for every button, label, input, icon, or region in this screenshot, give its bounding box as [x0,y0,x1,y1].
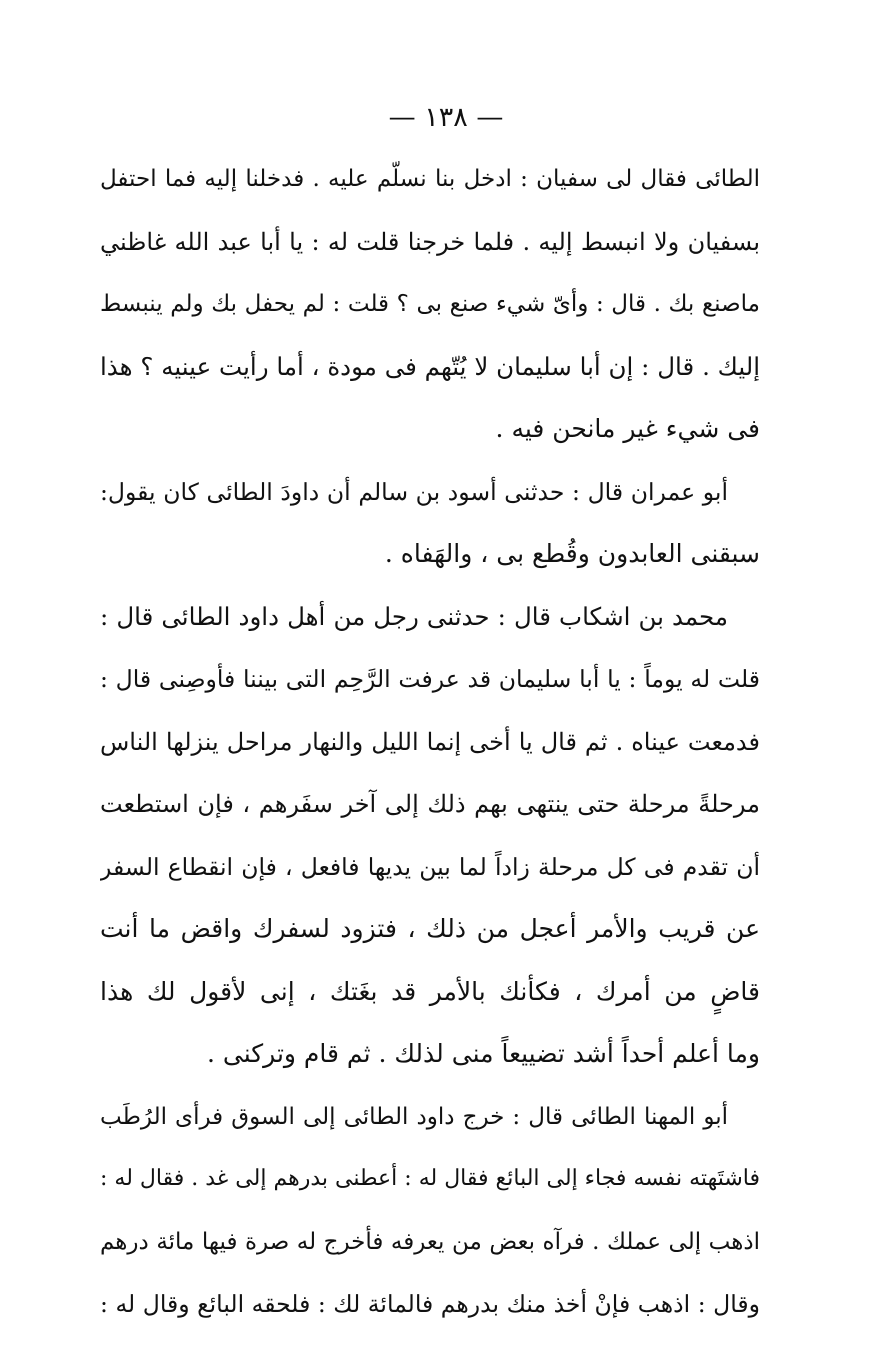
body-text [100,148,760,1336]
text-line: مرحلةً مرحلة حتى ينتهى بهم ذلك إلى آخر سفَرهم ، فإن استطعت [100,790,760,818]
text-line: محمد بن اشكاب قال : حدثنى رجل من أهل داود الطائى قال : [100,601,728,631]
text-line: سبقنى العابدون وقُطع بى ، والهَفاه . [384,539,760,568]
text-line: فى شيء غير مانحن فيه . [495,414,760,443]
page-number: — ١٣٨ — [388,102,504,133]
text-line: وما أعلم أحداً أشد تضييعاً منى لذلك . ثم قام وتركنى . [206,1039,760,1068]
text-line: اذهب إلى عملك . فرآه بعض من يعرفه فأخرج له صرة فيها مائة درهم [100,1228,760,1255]
text-line: قلت له يوماً : يا أبا سليمان قد عرفت الرَّحِم التى بيننا فأوصِنى قال : [100,665,760,693]
text-line: الطائى فقال لى سفيان : ادخل بنا نسلّم عليه . فدخلنا إليه فما احتفل [100,166,760,192]
text-line: إليك . قال : إن أبا سليمان لا يُتّهم فى مودة ، أما رأيت عينيه ؟ هذا [100,351,760,381]
text-line: قاضٍ من أمرك ، فكأنك بالأمر قد بغَتك ، إنى لأقول لك هذا [100,976,760,1006]
text-line: ماصنع بك . قال : وأىّ شيء صنع بى ؟ قلت : لم يحفل بك ولم ينبسط [100,291,760,317]
text-line: أبو عمران قال : حدثنى أسود بن سالم أن داودَ الطائى كان يقول: [100,477,728,506]
text-line: عن قريب والأمر أعجل من ذلك ، فتزود لسفرك واقض ما أنت [100,914,760,943]
text-line: بسفيان ولا انبسط إليه . فلما خرجنا قلت له : يا أبا عبد الله غاظني [100,227,760,256]
text-line: أبو المهنا الطائى قال : خرج داود الطائى إلى السوق فرأى الرُطَب [100,1103,728,1130]
text-line: فاشتَهته نفسه فجاء إلى البائع فقال له : أعطنى بدرهم إلى غد . فقال له : [100,1166,760,1191]
text-line: فدمعت عيناه . ثم قال يا أخى إنما الليل والنهار مراحل ينزلها الناس [100,727,760,756]
text-line: وقال : اذهب فإنْ أخذ منك بدرهم فالمائة لك : فلحقه البائع وقال له : [100,1290,760,1318]
text-line: أن تقدم فى كل مرحلة زاداً لما بين يديها فافعل ، فإن انقطاع السفر [100,852,760,881]
